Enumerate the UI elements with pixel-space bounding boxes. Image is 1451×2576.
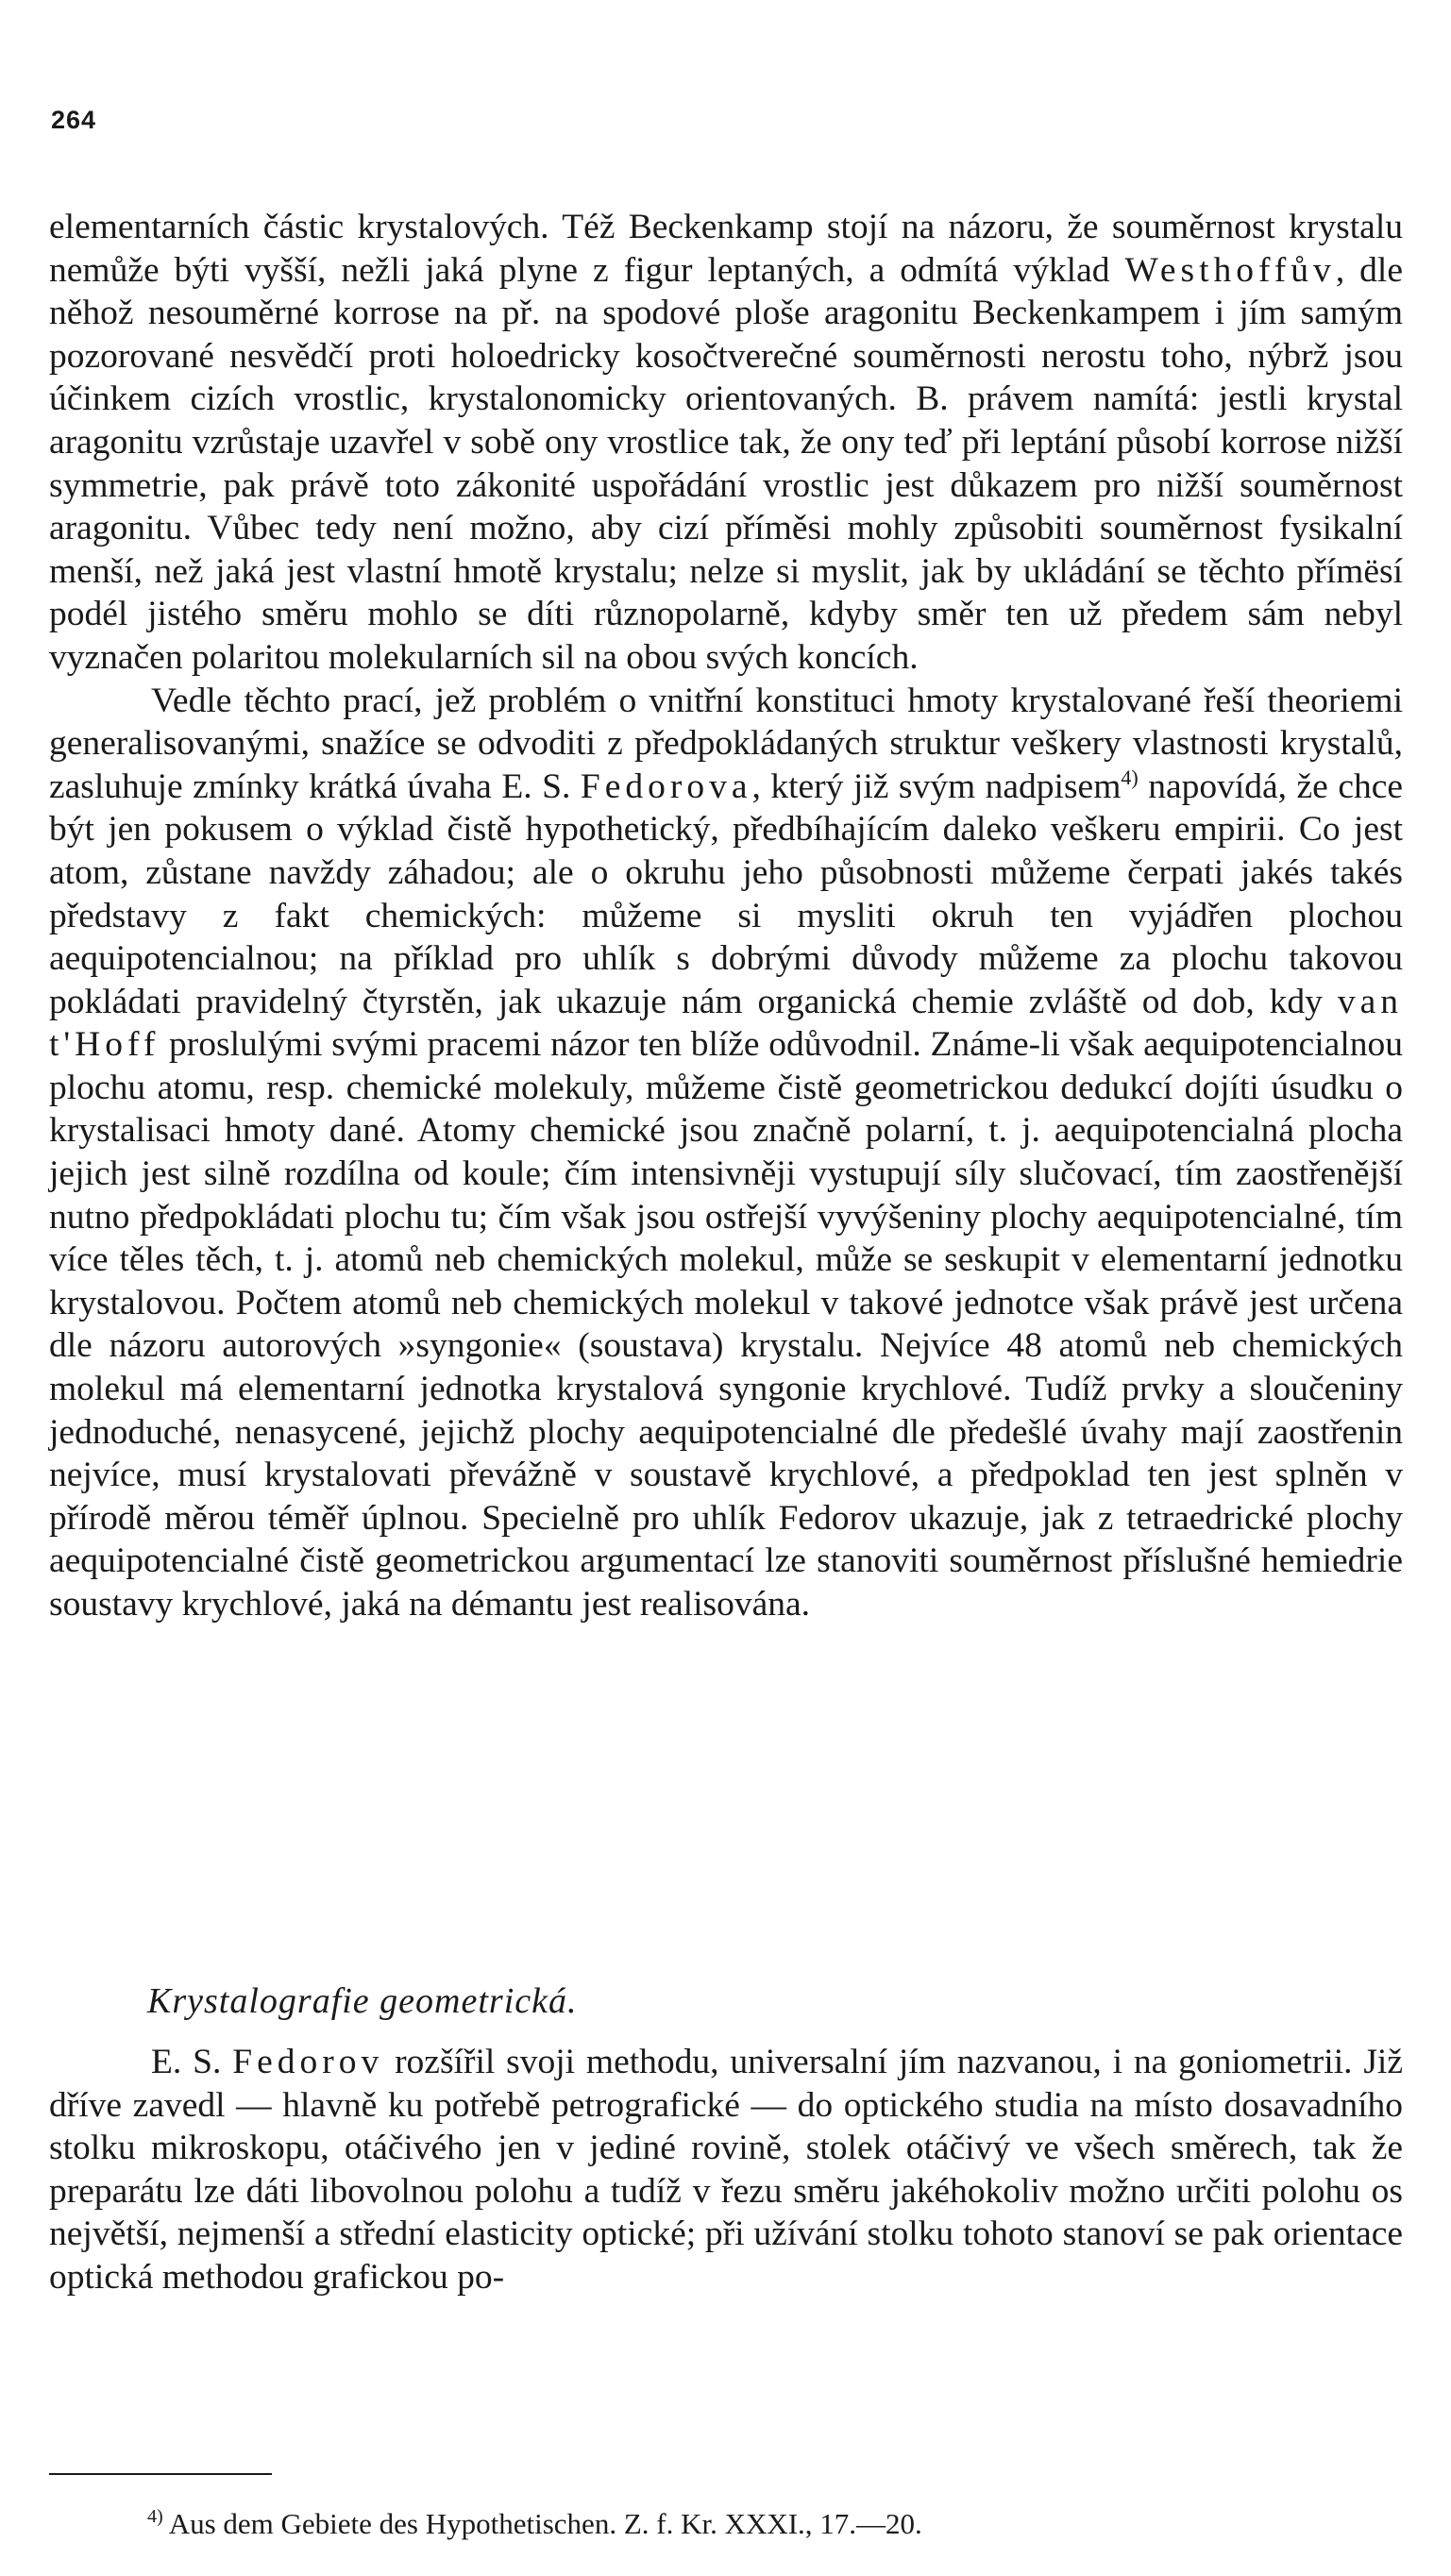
paragraph-3-spaced-name: Fedorov bbox=[232, 2043, 384, 2081]
paragraph-3-text-b: rozšířil svoji methodu, universalní jím nazvanou, i na goniometrii. Již dříve zavedl — hlavně ku potřebě petrografické — do optického studia na místo dosavadního stolku mikroskopu, otáčivého jen v jediné rovině, stolek otáčivý ve všech směrech, tak že preparátu lze dáti libovolnou polohu a tudíž v řezu směru jakéhokoliv možno určiti polohu os největší, nejmenší a střední elasticity optické; při užívání stolku tohoto stanoví se pak orientace optická methodou grafickou po- bbox=[49, 2043, 1403, 2297]
paragraph-1-text-b: , dle něhož nesouměrné korrose na př. na spodové ploše aragonitu Beckenkampem i jím samým pozorované nesvědčí proti holoedricky kosočtverečné souměrnosti nerostu toho, nýbrž jsou účinkem cizích vrostlic, krystalonomicky orientovaných. B. právem namítá: jestli krystal aragonitu vzrůstaje uzavřel v sobě ony vrostlice tak, že ony teď při leptání působí korrose nižší symmetrie, pak právě toto zákonité uspořádání vrostlic jest důkazem pro nižší souměrnost aragonitu. Vůbec tedy není možno, aby cizí příměsi mohly způsobiti souměrnost fysikalní menší, než jaká jest vlastní hmotě krystalu; nelze si myslit, jak by ukládání se těchto přímësí podél jistého směru mohlo se díti různopolarně, kdyby směr ten už předem sám nebyl vyznačen polaritou molekularních sil na obou svých koncích. bbox=[49, 250, 1403, 677]
paragraph-3-text-a: E. S. bbox=[151, 2043, 233, 2081]
paragraph-3 bbox=[49, 2041, 1403, 2299]
footnote-reference[interactable]: 4) bbox=[1121, 765, 1139, 789]
footnote-marker: 4) bbox=[147, 2506, 163, 2527]
paragraph-2-spaced-name-1: Fedorova bbox=[580, 766, 752, 806]
paragraph-2-spaced-name-2: van t'Hoff bbox=[49, 982, 1403, 1065]
paragraph-2-text-b: , který již svým nadpisem bbox=[751, 766, 1122, 806]
paragraph-2-text-d: proslulými svými pracemi názor ten blíže odůvodnil. Známe-li však aequipotencialnou plochu atomu, resp. chemické molekuly, můžeme čistě geometrickou dedukcí dojíti úsudku o krystalisaci hmoty dané. Atomy chemické jsou značně polarní, t. j. aequipotencialná plocha jejich jest silně rozdílna od koule; čím intensivněji vystupují síly slučovací, tím zaostřenější nutno předpokládati plochu tu; čím však jsou ostřejší vyvýšeniny plochy aequipotencialné, tím více těles těch, t. j. atomů neb chemických molekul, může se seskupit v elementarní jednotku krystalovou. Počtem atomů neb chemických molekul v takové jednotce však právě jest určena dle názoru autorových »syngonie« (soustava) krystalu. Nejvíce 48 atomů neb chemických molekul má elementarní jednotka krystalová syngonie krychlové. Tudíž prvky a sloučeniny jednoduché, nenasycené, jejichž plochy aequipotencialné dle předešlé úvahy mají zaostřenin nejvíce, musí krystalovati převážně v soustavě krychlové, a předpoklad ten jest splněn v přírodě měrou téměř úplnou. Specielně pro uhlík Fedorov ukazuje, jak z tetraedrické plochy aequipotencialné čistě geometrickou argumentací lze stanoviti souměrnost příslušné hemiedrie soustavy krychlové, jaká na démantu jest realisována. bbox=[49, 1025, 1403, 1624]
footnote-text: Aus dem Gebiete des Hypothetischen. Z. f. Kr. XXXI., 17.—20. bbox=[162, 2507, 922, 2540]
footnote-divider bbox=[49, 2473, 272, 2475]
paragraph-2 bbox=[49, 680, 1403, 1626]
body-text-section bbox=[49, 2041, 1403, 2299]
body-text bbox=[49, 206, 1403, 1626]
section-heading: Krystalografie geometrická. bbox=[147, 1981, 578, 2021]
footnote bbox=[147, 2507, 922, 2541]
paragraph-2-text-c: napovídá, že chce být jen pokusem o výklad čistě hypothetický, předbíhajícím daleko veškeru empirii. Co jest atom, zůstane navždy záhadou; ale o okruhu jeho působnosti můžeme čerpati jakés takés představy z fakt chemických: můžeme si mysliti okruh ten vyjádřen plochou aequipotencialnou; na příklad pro uhlík s dobrými důvody můžeme za plochu takovou pokládati pravidelný čtyrstěn, jak ukazuje nám organická chemie zvláště od dob, kdy bbox=[49, 766, 1404, 1021]
paragraph-1-spaced-name: Westhoffův bbox=[1124, 250, 1336, 290]
paragraph-1 bbox=[49, 206, 1403, 680]
paragraph-2-text-a: Vedle těchto prací, jež problém o vnitřní konstituci hmoty krystalované řeší theoriemi generalisovanými, snažíce se odvoditi z předpokládaných struktur veškery vlastnosti krystalů, zasluhuje zmínky krátká úvaha E. S. bbox=[49, 681, 1403, 806]
paragraph-1-text-a: elementarních částic krystalových. Též Beckenkamp stojí na názoru, že souměrnost krystalu nemůže býti vyšší, nežli jaká plyne z figur leptaných, a odmítá výklad bbox=[49, 208, 1403, 290]
page-number: 264 bbox=[51, 106, 97, 134]
